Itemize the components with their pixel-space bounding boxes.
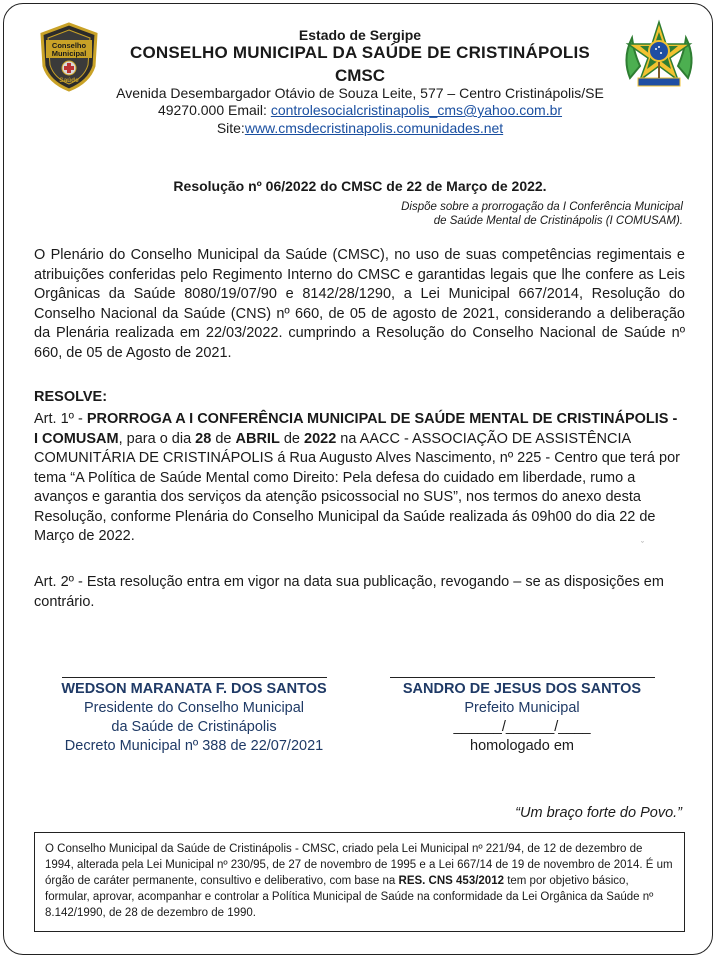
right-signature-line bbox=[390, 677, 655, 678]
article-1-month: ABRIL bbox=[235, 430, 280, 447]
right-signer-name: SANDRO DE JESUS DOS SANTOS bbox=[402, 681, 642, 697]
right-signer-role1: Prefeito Municipal bbox=[464, 700, 580, 716]
article-1 bbox=[34, 410, 685, 547]
council-address: Avenida Desembargador Otávio de Souza Leite, 577 – Centro Cristinápolis/SE bbox=[116, 85, 604, 101]
left-signer-name: WEDSON MARANATA F. DOS SANTOS bbox=[61, 681, 327, 697]
article-1-year: 2022 bbox=[304, 430, 337, 447]
slogan: “Um braço forte do Povo.” bbox=[515, 805, 682, 821]
article-1-bold: PRORROGA A I CONFERÊNCIA MUNICIPAL DE SAÚDE MENTAL DE CRISTINÁPOLIS - I COMUSAM bbox=[34, 411, 678, 447]
article-1-prefix: Art. 1º - bbox=[34, 411, 87, 427]
council-email-line bbox=[95, 102, 625, 118]
brazil-coat-of-arms-icon bbox=[620, 18, 698, 96]
council-badge-icon bbox=[34, 22, 104, 92]
resolve-heading: RESOLVE: bbox=[34, 389, 108, 405]
stray-mark: ˇ bbox=[641, 540, 644, 550]
council-name: CONSELHO MUNICIPAL DA SAÚDE DE CRISTINÁPOLIS bbox=[130, 43, 590, 62]
right-signature-block bbox=[362, 680, 682, 756]
site-link[interactable]: www.cmsdecristinapolis.comunidades.net bbox=[244, 120, 504, 136]
resolution-subtitle-line1: Dispõe sobre a prorrogação da I Conferência Municipal bbox=[401, 201, 683, 213]
article-1-de2: de bbox=[279, 430, 304, 447]
state-heading: Estado de Sergipe bbox=[298, 27, 422, 43]
footer-text1: O Conselho Municipal da Saúde de Cristinápolis - CMSC, criado pela Lei Municipal nº 221/94, de 12 de dezembro de 1994, alterada pela Lei Municipal nº 230/95, de 27 de novembro de 1995 e a Lei 667/14 de 19 de novembro de 2014. É um órgão de caráter permanente, consultivo e deliberativo, com base na bbox=[45, 843, 673, 887]
badge-text-line1: Conselho bbox=[51, 41, 87, 50]
left-signer-role2: da Saúde de Cristinápolis bbox=[111, 719, 277, 735]
left-signer-role1: Presidente do Conselho Municipal bbox=[83, 700, 305, 716]
left-signer-role3: Decreto Municipal nº 388 de 22/07/2021 bbox=[64, 738, 324, 754]
cep-email-label: 49270.000 Email: bbox=[157, 102, 271, 118]
article-2: Art. 2º - Esta resolução entra em vigor na data sua publicação, revogando – se as disposições em contrário. bbox=[34, 574, 664, 610]
article-1-rest: na AACC - ASSOCIAÇÃO DE ASSISTÊNCIA COMUNITÁRIA DE CRISTINÁPOLIS á Rua Augusto Alves Nascimento, nº 225 - Centro que terá por tema “A Política de Saúde Mental como Direito: Pela defesa do cuidado em liberdade, rumo a avanços e garantia dos serviços da atenção psicossocial no SUS”, nos termos do anexo desta Resolução, conforme Plenária do Conselho Municipal da Saúde realizada ás 09h00 do dia 22 de Março de 2022. bbox=[34, 430, 680, 544]
article-1-de1: de bbox=[211, 430, 236, 447]
badge-text-line3: Saúde bbox=[59, 77, 79, 84]
council-site-line bbox=[95, 120, 625, 136]
preamble-paragraph: O Plenário do Conselho Municipal da Saúde (CMSC), no uso de suas competências regimentais e atribuições conferidas pelo Regimento Interno do CMSC e garantidas legais que lhe confere as Leis Orgânicas da Saúde 8080/19/07/90 e 8142/28/1290, a Lei Municipal 667/2014, Resolução do Conselho Nacional da Saúde (CNS) nº 660, de 05 de agosto de 2021, considerando a deliberação da Plenária realizada em 22/03/2022. cumprindo a Resolução do Conselho Nacional de Saúde nº 660, de 05 de Agosto de 2021. bbox=[34, 247, 685, 361]
footer-text2: tem por objetivo básico, formular, aprovar, acompanhar e controlar a Política Municipal de Saúde na conformidade da Lei Orgânica da Saúde nº 8.142/1990, de 28 de dezembro de 1990. bbox=[45, 875, 654, 919]
council-abbreviation: CMSC bbox=[334, 66, 386, 85]
footer-bold: RES. CNS 453/2012 bbox=[398, 875, 504, 887]
email-link[interactable]: controlesocialcristinapolis_cms@yahoo.com.br bbox=[270, 102, 563, 118]
left-signature-block bbox=[34, 680, 354, 756]
left-signature-line bbox=[62, 677, 327, 678]
resolution-title: Resolução nº 06/2022 do CMSC de 22 de Março de 2022. bbox=[173, 178, 547, 194]
right-date-blank: ______/______/____ bbox=[453, 719, 591, 735]
article-1-mid: , para o dia bbox=[118, 430, 196, 447]
site-label: Site: bbox=[216, 120, 245, 136]
footer-box bbox=[34, 832, 685, 932]
badge-text-line2: Municipal bbox=[51, 49, 87, 58]
article-1-day: 28 bbox=[195, 430, 212, 447]
right-homologated: homologado em bbox=[470, 738, 574, 754]
resolution-subtitle-line2: de Saúde Mental de Cristinápolis (I COMUSAM). bbox=[433, 215, 683, 227]
